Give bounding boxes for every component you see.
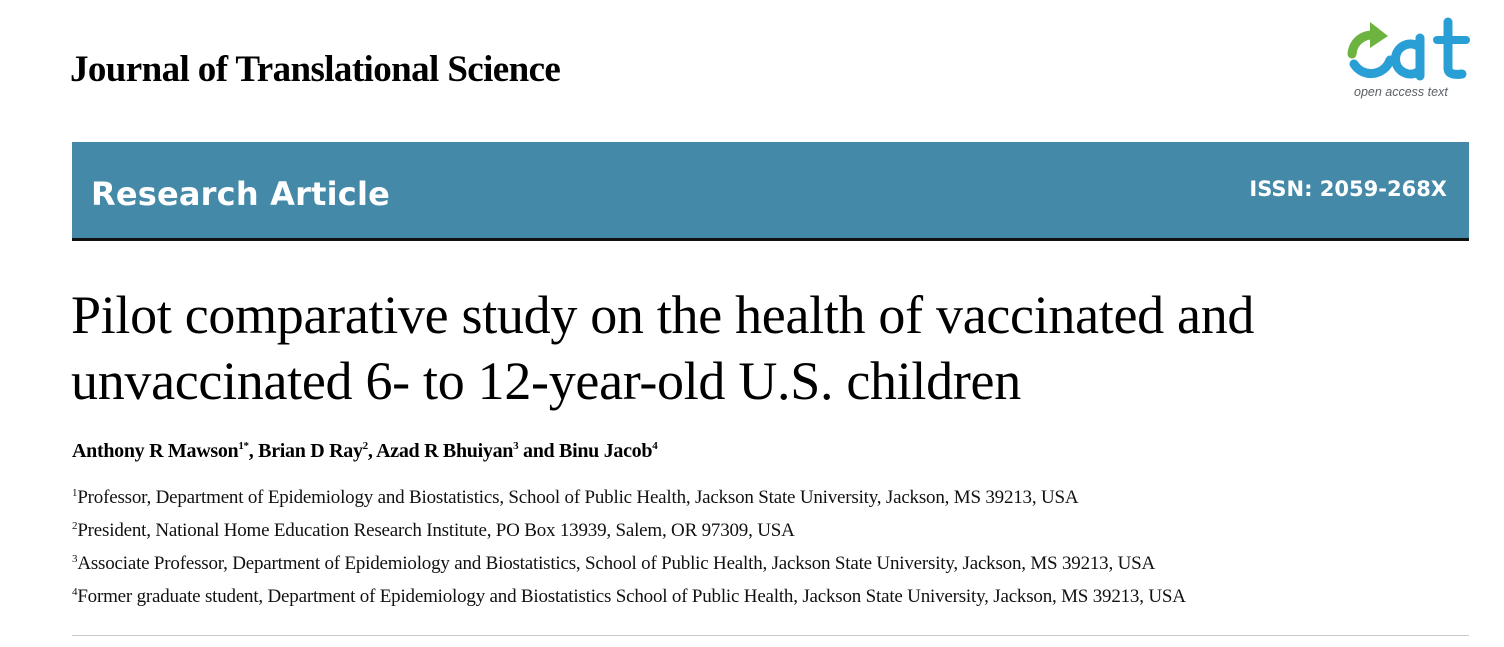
author-separator: and [518, 440, 560, 462]
author-separator: , [367, 440, 377, 462]
affiliation-item [72, 481, 1186, 514]
affiliation-text: Professor, Department of Epidemiology and Biostatistics, School of Public Health, Jackson State University, Jackson, MS 39213, USA [77, 487, 1079, 508]
article-title: Pilot comparative study on the health of vaccinated and unvaccinated 6- to 12-year-old U.S. children [71, 285, 1255, 411]
affiliation-text: Associate Professor, Department of Epidemiology and Biostatistics, School of Public Health, Jackson State University, Jackson, MS 39213, USA [77, 553, 1155, 574]
journal-title: Journal of Translational Science [70, 49, 561, 90]
author-affiliation-mark: 3 [513, 440, 519, 452]
affiliation-list [72, 481, 1186, 613]
affiliation-item [72, 580, 1186, 613]
affiliation-mark: 1 [72, 487, 78, 499]
author-separator: , [248, 440, 259, 462]
logo-tagline: open access text [1354, 85, 1448, 99]
author-name[interactable]: Binu Jacob [559, 440, 653, 462]
affiliation-mark: 2 [72, 520, 78, 532]
affiliation-text: President, National Home Education Research Institute, PO Box 13939, Salem, OR 97309, USA [77, 520, 795, 541]
article-banner [72, 142, 1469, 241]
author-affiliation-mark: 2 [362, 440, 368, 452]
issn-label: ISSN: 2059-268X [1249, 177, 1447, 201]
author-affiliation-mark: 4 [652, 440, 658, 452]
author-name[interactable]: Brian D Ray [258, 440, 363, 462]
oat-logo[interactable] [1340, 16, 1475, 104]
author-affiliation-mark: 1* [238, 440, 249, 452]
author-name[interactable]: Azad R Bhuiyan [376, 440, 514, 462]
author-name[interactable]: Anthony R Mawson [72, 440, 239, 462]
affiliation-mark: 3 [72, 553, 78, 565]
affiliation-mark: 4 [72, 586, 78, 598]
oat-logo-mark [1340, 16, 1475, 86]
affiliation-item [72, 514, 1186, 547]
author-list [72, 440, 657, 463]
affiliation-item [72, 547, 1186, 580]
section-divider [72, 635, 1469, 636]
affiliation-text: Former graduate student, Department of Epidemiology and Biostatistics School of Public Health, Jackson State University, Jackson, MS 39213, USA [77, 586, 1186, 607]
article-type-label: Research Article [91, 175, 391, 213]
